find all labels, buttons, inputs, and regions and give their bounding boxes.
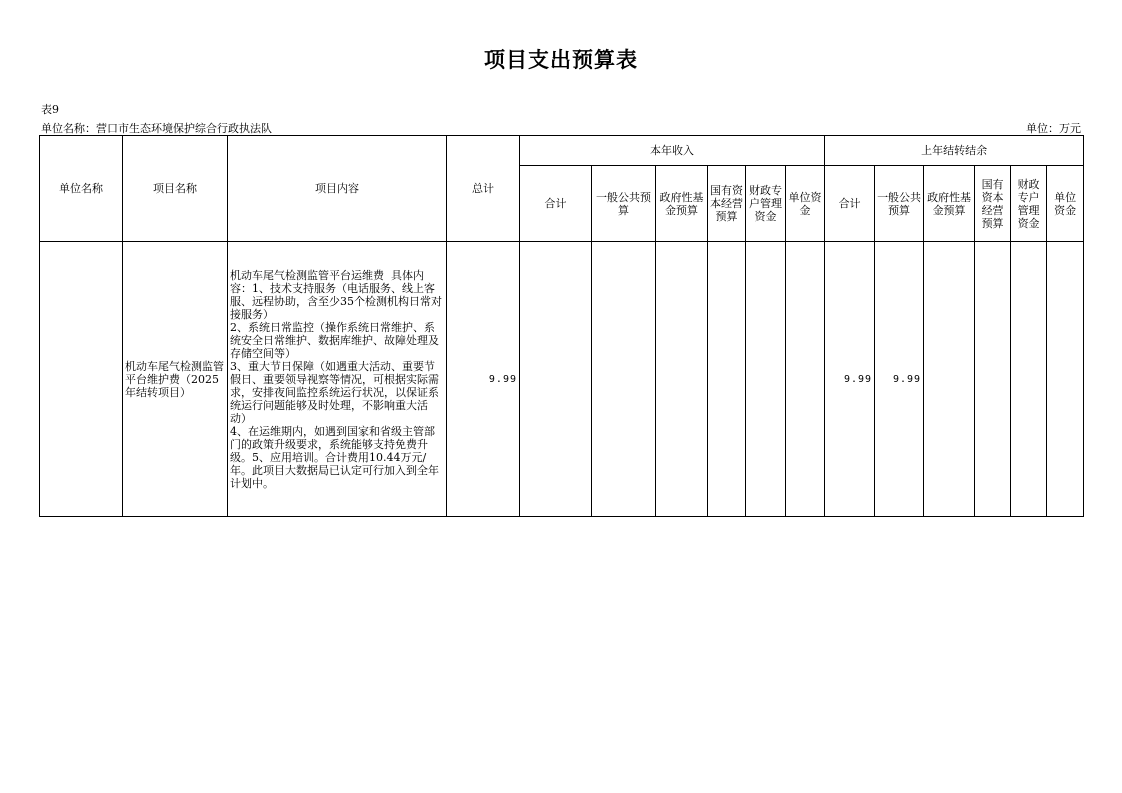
header-row-1 [40,136,1084,166]
cell-prior-subtotal: 9.99 [825,242,875,517]
header-project-content: 项目内容 [228,136,447,242]
cell-prior-general-budget: 9.99 [875,242,924,517]
cell-prior-gov-fund [924,242,975,517]
header-current-general-budget: 一般公共预算 [592,166,656,242]
header-prior-balance: 上年结转结余 [825,136,1084,166]
header-current-subtotal: 合计 [520,166,592,242]
cell-current-state-capital [708,242,746,517]
cell-unit-name [40,242,123,517]
budget-table [39,135,1084,517]
header-prior-unit-fund: 单位资金 [1047,166,1084,242]
header-prior-state-capital: 国有资本经营预算 [975,166,1011,242]
cell-project-content: 机动车尾气检测监管平台运维费 具体内容：1、技术支持服务（电话服务、线上客服、远程协助，含至少35个检测机构日常对接服务） 2、系统日常监控（操作系统日常维护、系统安全日常维护、数据库维护、故障处理及存储空间等） 3、重大节日保障（如遇重大活动、重要节假日、重要领导视察等情况，可根据实际需求，安排夜间监控系统运行状况，以保证系统运行问题能够及时处理，不影响重大活动） 4、在运维期内，如遇到国家和省级主管部门的政策升级要求，系统能够支持免费升级。5、应用培训。合计费用10.44万元/年。此项目大数据局已认定可行加入到全年计划中。 [228,242,447,517]
header-prior-fiscal-account: 财政专户管理资金 [1011,166,1047,242]
header-current-income: 本年收入 [520,136,825,166]
header-current-state-capital: 国有资本经营预算 [708,166,746,242]
header-prior-general-budget: 一般公共预算 [875,166,924,242]
cell-current-general-budget [592,242,656,517]
header-current-gov-fund: 政府性基金预算 [656,166,708,242]
unit-name-label: 单位名称：营口市生态环境保护综合行政执法队 [41,122,272,135]
cell-current-unit-fund [786,242,825,517]
cell-current-subtotal [520,242,592,517]
header-current-fiscal-account: 财政专户管理资金 [746,166,786,242]
table-row [40,242,1084,517]
header-current-unit-fund: 单位资金 [786,166,825,242]
header-total: 总计 [447,136,520,242]
table-number: 表9 [41,103,59,116]
cell-current-gov-fund [656,242,708,517]
cell-prior-fiscal-account [1011,242,1047,517]
header-unit-name: 单位名称 [40,136,123,242]
page-title: 项目支出预算表 [484,48,638,72]
header-prior-subtotal: 合计 [825,166,875,242]
cell-prior-unit-fund [1047,242,1084,517]
cell-current-fiscal-account [746,242,786,517]
cell-total: 9.99 [447,242,520,517]
header-prior-gov-fund: 政府性基金预算 [924,166,975,242]
cell-project-name: 机动车尾气检测监管平台维护费（2025年结转项目） [123,242,228,517]
currency-unit-label: 单位：万元 [1026,122,1081,135]
cell-prior-state-capital [975,242,1011,517]
header-project-name: 项目名称 [123,136,228,242]
